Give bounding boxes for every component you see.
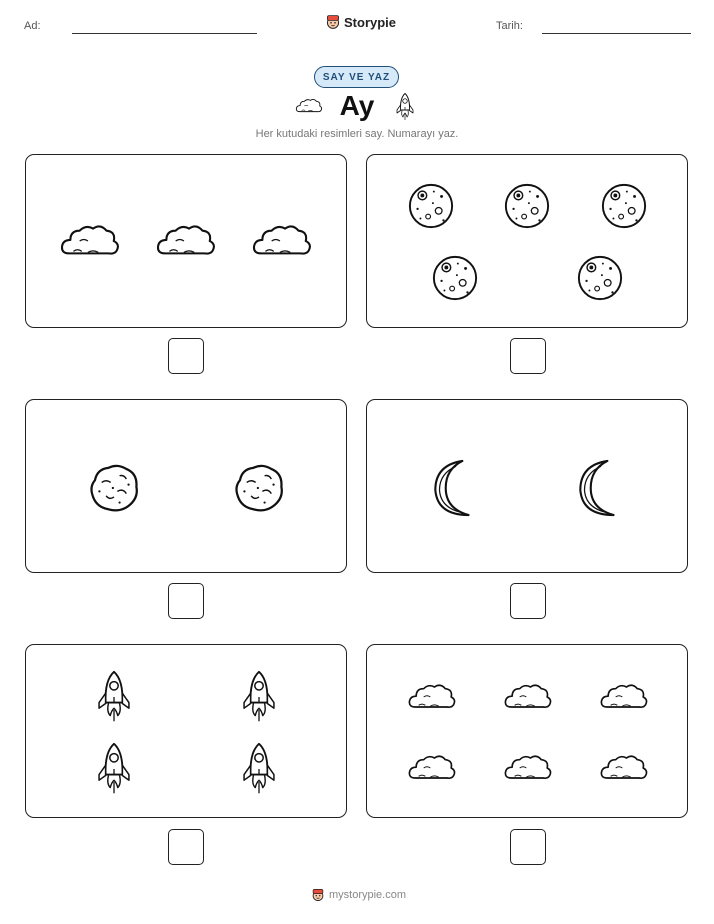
cloud-icon — [407, 680, 457, 714]
cloud-icon — [599, 751, 649, 785]
moon-icon — [576, 254, 624, 302]
answer-box-2[interactable] — [510, 338, 546, 374]
moon-icon — [503, 182, 551, 230]
footer — [311, 888, 406, 902]
brand-logo — [325, 14, 396, 30]
instructions: Her kutudaki resimleri say. Numarayı yaz. — [255, 128, 459, 140]
answer-box-3[interactable] — [168, 583, 204, 619]
rocket-icon — [95, 741, 133, 797]
answer-box-6[interactable] — [510, 829, 546, 865]
cloud-icon — [251, 219, 313, 263]
cloud-icon — [407, 751, 457, 785]
answer-box-1[interactable] — [168, 338, 204, 374]
brand-name: Storypie — [344, 14, 397, 30]
moon-icon — [600, 182, 648, 230]
date-line[interactable] — [542, 33, 691, 34]
page-title: Ay — [339, 90, 375, 121]
crescent-moon-icon — [427, 456, 479, 520]
cloud-icon — [503, 751, 553, 785]
cloud-icon — [295, 96, 323, 116]
date-label: Tarih: — [496, 20, 523, 32]
moon-icon — [431, 254, 479, 302]
asteroid-icon — [86, 460, 142, 516]
storypie-logo-icon — [311, 888, 325, 902]
count-panel-2 — [366, 154, 688, 328]
count-panel-3 — [25, 399, 347, 573]
answer-box-5[interactable] — [168, 829, 204, 865]
rocket-icon — [240, 669, 278, 725]
cloud-icon — [599, 680, 649, 714]
asteroid-icon — [231, 460, 287, 516]
storypie-logo-icon — [325, 14, 341, 30]
moon-icon — [407, 182, 455, 230]
cloud-icon — [503, 680, 553, 714]
name-label: Ad: — [24, 20, 41, 32]
rocket-icon — [240, 741, 278, 797]
rocket-icon — [95, 669, 133, 725]
answer-box-4[interactable] — [510, 583, 546, 619]
cloud-icon — [155, 219, 217, 263]
activity-badge: SAY VE YAZ — [314, 66, 399, 88]
crescent-moon-icon — [572, 456, 624, 520]
footer-url[interactable]: mystorypie.com — [329, 889, 407, 901]
count-panel-6 — [366, 644, 688, 818]
cloud-icon — [59, 219, 121, 263]
count-panel-1 — [25, 154, 347, 328]
count-panel-5 — [25, 644, 347, 818]
rocket-icon — [395, 92, 415, 122]
count-panel-4 — [366, 399, 688, 573]
name-line[interactable] — [72, 33, 257, 34]
